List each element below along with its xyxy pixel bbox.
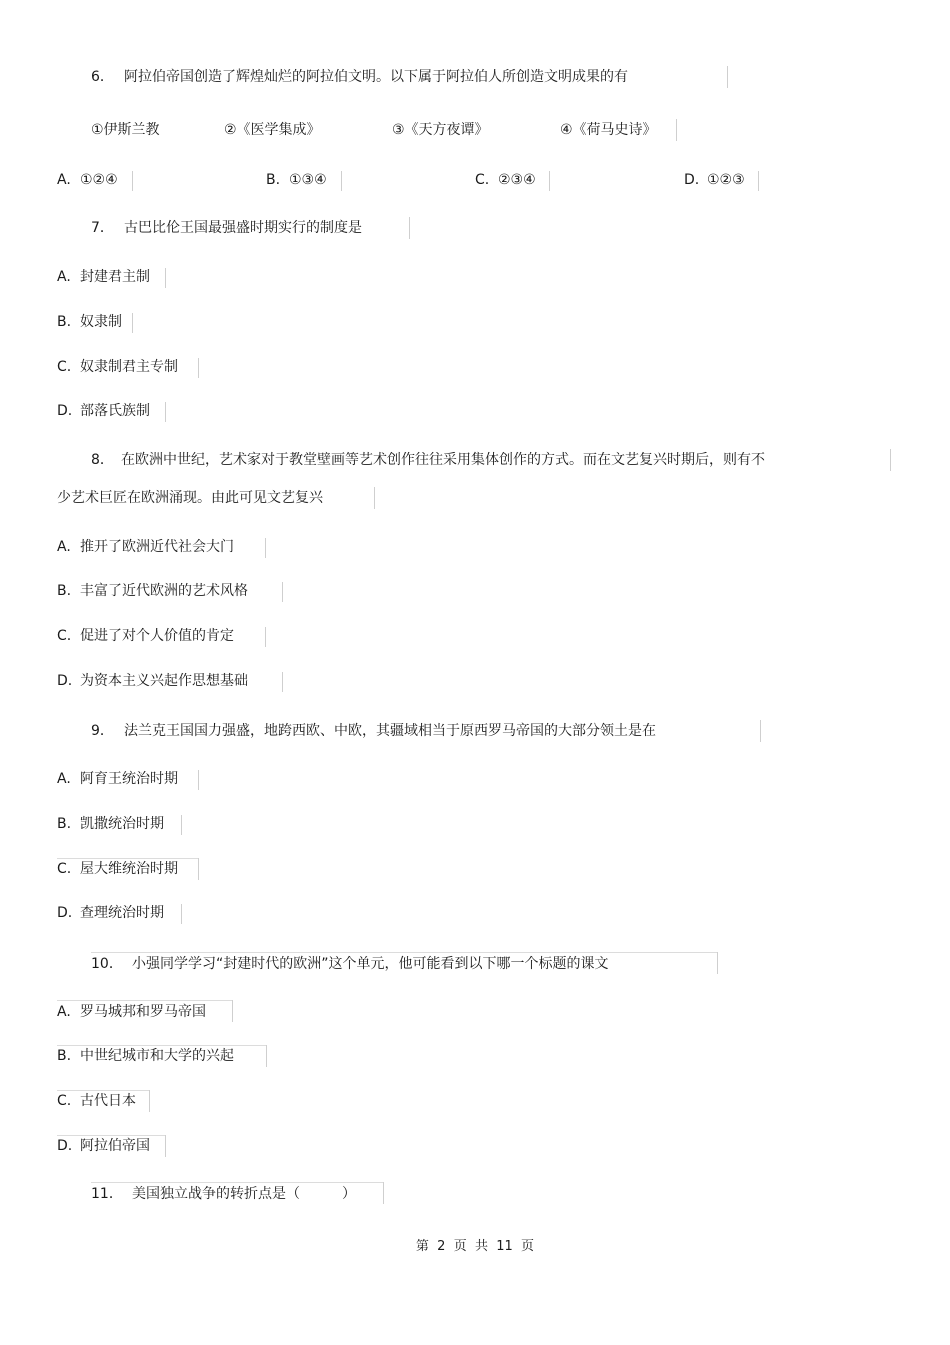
item-2: ②《医学集成》	[224, 122, 321, 138]
option-c-letter: C.	[57, 628, 72, 644]
item-1: ①伊斯兰教	[91, 122, 160, 138]
option-d-text[interactable]: 查理统治时期	[80, 905, 164, 921]
option-b-letter: B.	[57, 314, 72, 330]
option-c-text[interactable]: 古代日本	[80, 1093, 136, 1109]
question-stem: 阿拉伯帝国创造了辉煌灿烂的阿拉伯文明。以下属于阿拉伯人所创造文明成果的有	[124, 69, 628, 85]
question-number: 7．	[91, 220, 114, 236]
question-number: 9．	[91, 723, 114, 739]
option-a-text[interactable]: 罗马城邦和罗马帝国	[80, 1004, 206, 1020]
option-c-text[interactable]: ②③④	[498, 172, 536, 188]
option-a-letter: A.	[57, 539, 71, 555]
option-d-text[interactable]: ①②③	[707, 172, 745, 188]
option-b-letter: B.	[57, 816, 72, 832]
option-d-letter: D.	[684, 172, 700, 188]
item-4: ④《荷马史诗》	[560, 122, 657, 138]
option-a-text[interactable]: 封建君主制	[80, 269, 150, 285]
option-c-letter: C.	[57, 359, 72, 375]
option-c-text[interactable]: 促进了对个人价值的肯定	[80, 628, 234, 644]
option-a-letter: A.	[57, 771, 71, 787]
option-d-text[interactable]: 阿拉伯帝国	[80, 1138, 150, 1154]
option-d-text[interactable]: 为资本主义兴起作思想基础	[80, 673, 248, 689]
question-stem-line-2: 少艺术巨匠在欧洲涌现。由此可见文艺复兴	[57, 490, 323, 506]
question-stem: 小强同学学习“封建时代的欧洲”这个单元，他可能看到以下哪一个标题的课文	[132, 956, 609, 972]
question-stem: 古巴比伦王国最强盛时期实行的制度是	[124, 220, 362, 236]
option-a-text[interactable]: ①②④	[80, 172, 118, 188]
option-a-text[interactable]: 推开了欧洲近代社会大门	[80, 539, 234, 555]
question-number: 8．	[91, 452, 114, 468]
question-number: 6．	[91, 69, 114, 85]
option-c-letter: C.	[475, 172, 490, 188]
option-d-letter: D.	[57, 673, 73, 689]
option-b-text[interactable]: 中世纪城市和大学的兴起	[80, 1048, 234, 1064]
page-footer: 第 2 页 共 11 页	[415, 1239, 535, 1254]
question-number: 10．	[91, 956, 123, 972]
option-c-text[interactable]: 屋大维统治时期	[80, 861, 178, 877]
option-d-letter: D.	[57, 905, 73, 921]
option-c-text[interactable]: 奴隶制君主专制	[80, 359, 178, 375]
option-b-text[interactable]: 凯撒统治时期	[80, 816, 164, 832]
option-c-letter: C.	[57, 1093, 72, 1109]
question-number: 11．	[91, 1186, 123, 1202]
option-b-letter: B.	[57, 583, 72, 599]
option-b-letter: B.	[57, 1048, 72, 1064]
option-d-letter: D.	[57, 1138, 73, 1154]
option-a-letter: A.	[57, 269, 71, 285]
option-a-letter: A.	[57, 1004, 71, 1020]
question-stem: 法兰克王国国力强盛，地跨西欧、中欧，其疆域相当于原西罗马帝国的大部分领土是在	[124, 723, 656, 739]
option-b-letter: B.	[266, 172, 281, 188]
option-a-text[interactable]: 阿育王统治时期	[80, 771, 178, 787]
option-b-text[interactable]: 丰富了近代欧洲的艺术风格	[80, 583, 248, 599]
option-c-letter: C.	[57, 861, 72, 877]
option-a-letter: A.	[57, 172, 71, 188]
item-3: ③《天方夜谭》	[392, 122, 489, 138]
question-stem-line-1: 在欧洲中世纪，艺术家对于教堂壁画等艺术创作往往采用集体创作的方式。而在文艺复兴时期后，则有不	[121, 452, 765, 468]
option-d-text[interactable]: 部落氏族制	[80, 403, 150, 419]
option-d-letter: D.	[57, 403, 73, 419]
question-stem: 美国独立战争的转折点是（ ）	[132, 1186, 356, 1202]
option-b-text[interactable]: 奴隶制	[80, 314, 122, 330]
option-b-text[interactable]: ①③④	[289, 172, 327, 188]
